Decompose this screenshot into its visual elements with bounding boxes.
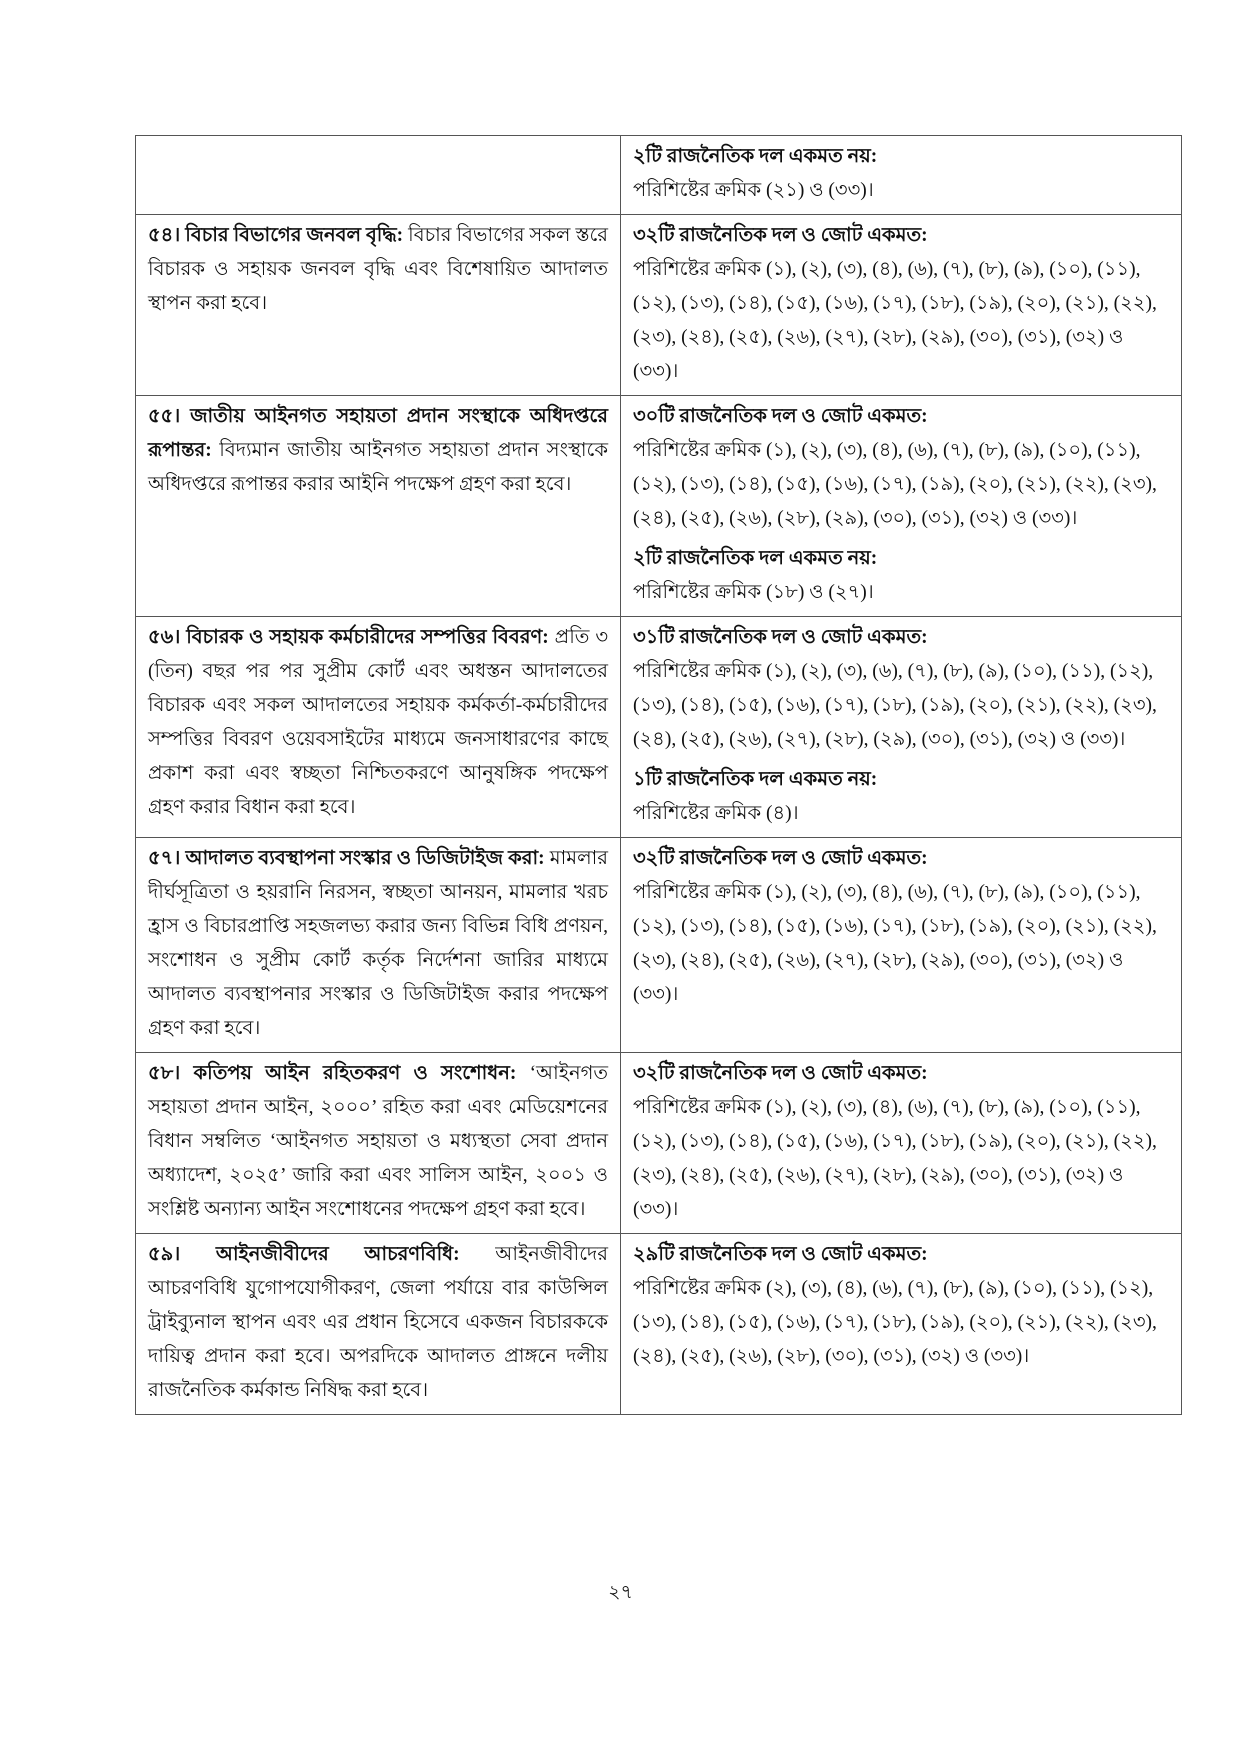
table-row <box>136 1053 1182 1234</box>
proposal-title: কতিপয় আইন রহিতকরণ ও সংশোধন: <box>193 1063 517 1084</box>
party-serial-list: পরিশিষ্টের ক্রমিক (১), (২), (৩), (৪), (৬), (৭), (৮), (৯), (১০), (১১), (১২), (১৩), (১৪), (১৫), (১৬), (১৭), (১৮), (১৯), (২০), (২১), (২২), (২৩), (২৪), (২৫), (২৬), (২৭), (২৮), (২৯), (৩০), (৩১), (৩২) ও (৩৩)। <box>633 882 1157 1005</box>
proposal-cell <box>136 396 621 617</box>
consensus-group <box>633 219 1169 389</box>
party-serial-list: পরিশিষ্টের ক্রমিক (১), (২), (৩), (৪), (৬), (৭), (৮), (৯), (১০), (১১), (১২), (১৩), (১৪), (১৫), (১৬), (১৭), (১৯), (২০), (২১), (২২), (২৩), (২৪), (২৫), (২৬), (২৮), (২৯), (৩০), (৩১), (৩২) ও (৩৩)। <box>633 440 1157 529</box>
party-consensus-cell <box>621 838 1182 1053</box>
party-serial-list: পরিশিষ্টের ক্রমিক (১), (২), (৩), (৪), (৬), (৭), (৮), (৯), (১০), (১১), (১২), (১৩), (১৪), (১৫), (১৬), (১৭), (১৮), (১৯), (২০), (২১), (২২), (২৩), (২৪), (২৫), (২৬), (২৭), (২৮), (২৯), (৩০), (৩১), (৩২) ও (৩৩)। <box>633 1097 1157 1220</box>
consensus-group <box>633 621 1169 757</box>
proposal-number: ৫৫। <box>148 406 181 427</box>
proposal-body: প্রতি ৩ (তিন) বছর পর পর সুপ্রীম কোর্ট এবং অধস্তন আদালতের বিচারক এবং সকল আদালতের সহায়ক কর্মকর্তা-কর্মচারীদের সম্পত্তির বিবরণ ওয়েবসাইটের মাধ্যমে জনসাধারণের কাছে প্রকাশ করা এবং স্বচ্ছতা নিশ্চিতকরণে আনুষঙ্গিক পদক্ষেপ গ্রহণ করার বিধান করা হবে। <box>148 627 609 818</box>
proposal-title: জাতীয় আইনগত সহায়তা প্রদান সংস্থাকে অধিদপ্তরে রূপান্তর: <box>148 406 608 461</box>
proposal-cell <box>136 617 621 838</box>
party-consensus-cell <box>621 215 1182 396</box>
party-consensus-cell <box>621 1053 1182 1234</box>
proposal-body: আইনজীবীদের আচরণবিধি যুগোপযোগীকরণ, জেলা পর্যায়ে বার কাউন্সিল ট্রাইব্যুনাল স্থাপন এবং এর প্রধান হিসেবে একজন বিচারককে দায়িত্ব প্রদান করা হবে। অপরদিকে আদালত প্রাঙ্গনে দলীয় রাজনৈতিক কর্মকান্ড নিষিদ্ধ করা হবে। <box>148 1244 609 1401</box>
party-consensus-cell <box>621 1234 1182 1415</box>
proposal-cell <box>136 838 621 1053</box>
party-consensus-cell <box>621 136 1182 215</box>
table-row <box>136 838 1182 1053</box>
proposal-body: মামলার দীর্ঘসূত্রিতা ও হয়রানি নিরসন, স্বচ্ছতা আনয়ন, মামলার খরচ হ্রাস ও বিচারপ্রাপ্তি সহজলভ্য করার জন্য বিভিন্ন বিধি প্রণয়ন, সংশোধন ও সুপ্রীম কোর্ট কর্তৃক নির্দেশনা জারির মাধ্যমে আদালত ব্যবস্থাপনার সংস্কার ও ডিজিটাইজ করার পদক্ষেপ গ্রহণ করা হবে। <box>148 848 609 1039</box>
party-serial-list: পরিশিষ্টের ক্রমিক (১), (২), (৩), (৪), (৬), (৭), (৮), (৯), (১০), (১১), (১২), (১৩), (১৪), (১৫), (১৬), (১৭), (১৮), (১৯), (২০), (২১), (২২), (২৩), (২৪), (২৫), (২৬), (২৭), (২৮), (২৯), (৩০), (৩১), (৩২) ও (৩৩)। <box>633 259 1157 382</box>
party-serial-list: পরিশিষ্টের ক্রমিক (২১) ও (৩৩)। <box>633 180 874 201</box>
party-serial-list: পরিশিষ্টের ক্রমিক (২), (৩), (৪), (৬), (৭), (৮), (৯), (১০), (১১), (১২), (১৩), (১৪), (১৫), (১৬), (১৭), (১৮), (১৯), (২০), (২১), (২২), (২৩), (২৪), (২৫), (২৬), (২৮), (৩০), (৩১), (৩২) ও (৩৩)। <box>633 1278 1157 1367</box>
table-row <box>136 215 1182 396</box>
table-row <box>136 617 1182 838</box>
proposal-body: ‘আইনগত সহায়তা প্রদান আইন, ২০০০’ রহিত করা এবং মেডিয়েশনের বিধান সম্বলিত ‘আইনগত সহায়তা ও মধ্যস্থতা সেবা প্রদান অধ্যাদেশ, ২০২৫’ জারি করা এবং সালিস আইন, ২০০১ ও সংশ্লিষ্ট অন্যান্য আইন সংশোধনের পদক্ষেপ গ্রহণ করা হবে। <box>148 1063 608 1220</box>
consensus-group <box>633 1238 1169 1374</box>
proposal-number: ৫৭। <box>148 848 181 869</box>
consensus-heading: ৩২টি রাজনৈতিক দল ও জোট একমত: <box>633 1063 928 1084</box>
party-consensus-cell <box>621 617 1182 838</box>
proposal-body: বিচার বিভাগের সকল স্তরে বিচারক ও সহায়ক জনবল বৃদ্ধি এবং বিশেষায়িত আদালত স্থাপন করা হবে। <box>148 225 609 314</box>
table-row <box>136 396 1182 617</box>
consensus-group <box>633 140 1169 208</box>
reform-proposals-table <box>135 135 1182 1415</box>
party-serial-list: পরিশিষ্টের ক্রমিক (১৮) ও (২৭)। <box>633 582 874 603</box>
consensus-heading: ৩২টি রাজনৈতিক দল ও জোট একমত: <box>633 225 928 246</box>
proposal-body: বিদ্যমান জাতীয় আইনগত সহায়তা প্রদান সংস্থাকে অধিদপ্তরে রূপান্তর করার আইনি পদক্ষেপ গ্রহণ করা হবে। <box>148 440 609 495</box>
proposal-cell <box>136 1234 621 1415</box>
proposal-cell <box>136 136 621 215</box>
consensus-group <box>633 400 1169 536</box>
proposal-number: ৫৯। <box>148 1244 181 1265</box>
proposal-number: ৫৮। <box>148 1063 181 1084</box>
consensus-heading: ২৯টি রাজনৈতিক দল ও জোট একমত: <box>633 1244 928 1265</box>
dissent-group <box>633 763 1169 831</box>
consensus-group <box>633 842 1169 1012</box>
table-row <box>136 1234 1182 1415</box>
proposal-number: ৫৬। <box>148 627 181 648</box>
page-number: ২৭ <box>608 1582 633 1603</box>
dissent-group <box>633 542 1169 610</box>
party-consensus-cell <box>621 396 1182 617</box>
dissent-heading: ১টি রাজনৈতিক দল একমত নয়: <box>633 769 878 790</box>
dissent-heading: ২টি রাজনৈতিক দল একমত নয়: <box>633 548 878 569</box>
proposal-cell <box>136 1053 621 1234</box>
party-serial-list: পরিশিষ্টের ক্রমিক (৪)। <box>633 803 799 824</box>
table-row <box>136 136 1182 215</box>
proposal-cell <box>136 215 621 396</box>
consensus-heading: ৩১টি রাজনৈতিক দল ও জোট একমত: <box>633 627 928 648</box>
proposal-title: আইনজীবীদের আচরণবিধি: <box>215 1244 460 1265</box>
proposal-title: বিচার বিভাগের জনবল বৃদ্ধি: <box>185 225 404 246</box>
party-serial-list: পরিশিষ্টের ক্রমিক (১), (২), (৩), (৬), (৭), (৮), (৯), (১০), (১১), (১২), (১৩), (১৪), (১৫), (১৬), (১৭), (১৮), (১৯), (২০), (২১), (২২), (২৩), (২৪), (২৫), (২৬), (২৭), (২৮), (২৯), (৩০), (৩১), (৩২) ও (৩৩)। <box>633 661 1157 750</box>
consensus-heading: ৩০টি রাজনৈতিক দল ও জোট একমত: <box>633 406 928 427</box>
consensus-heading: ৩২টি রাজনৈতিক দল ও জোট একমত: <box>633 848 928 869</box>
proposal-title: আদালত ব্যবস্থাপনা সংস্কার ও ডিজিটাইজ করা: <box>185 848 545 869</box>
consensus-heading: ২টি রাজনৈতিক দল একমত নয়: <box>633 146 878 167</box>
proposal-number: ৫৪। <box>148 225 181 246</box>
consensus-group <box>633 1057 1169 1227</box>
proposal-title: বিচারক ও সহায়ক কর্মচারীদের সম্পত্তির বিবরণ: <box>186 627 549 648</box>
